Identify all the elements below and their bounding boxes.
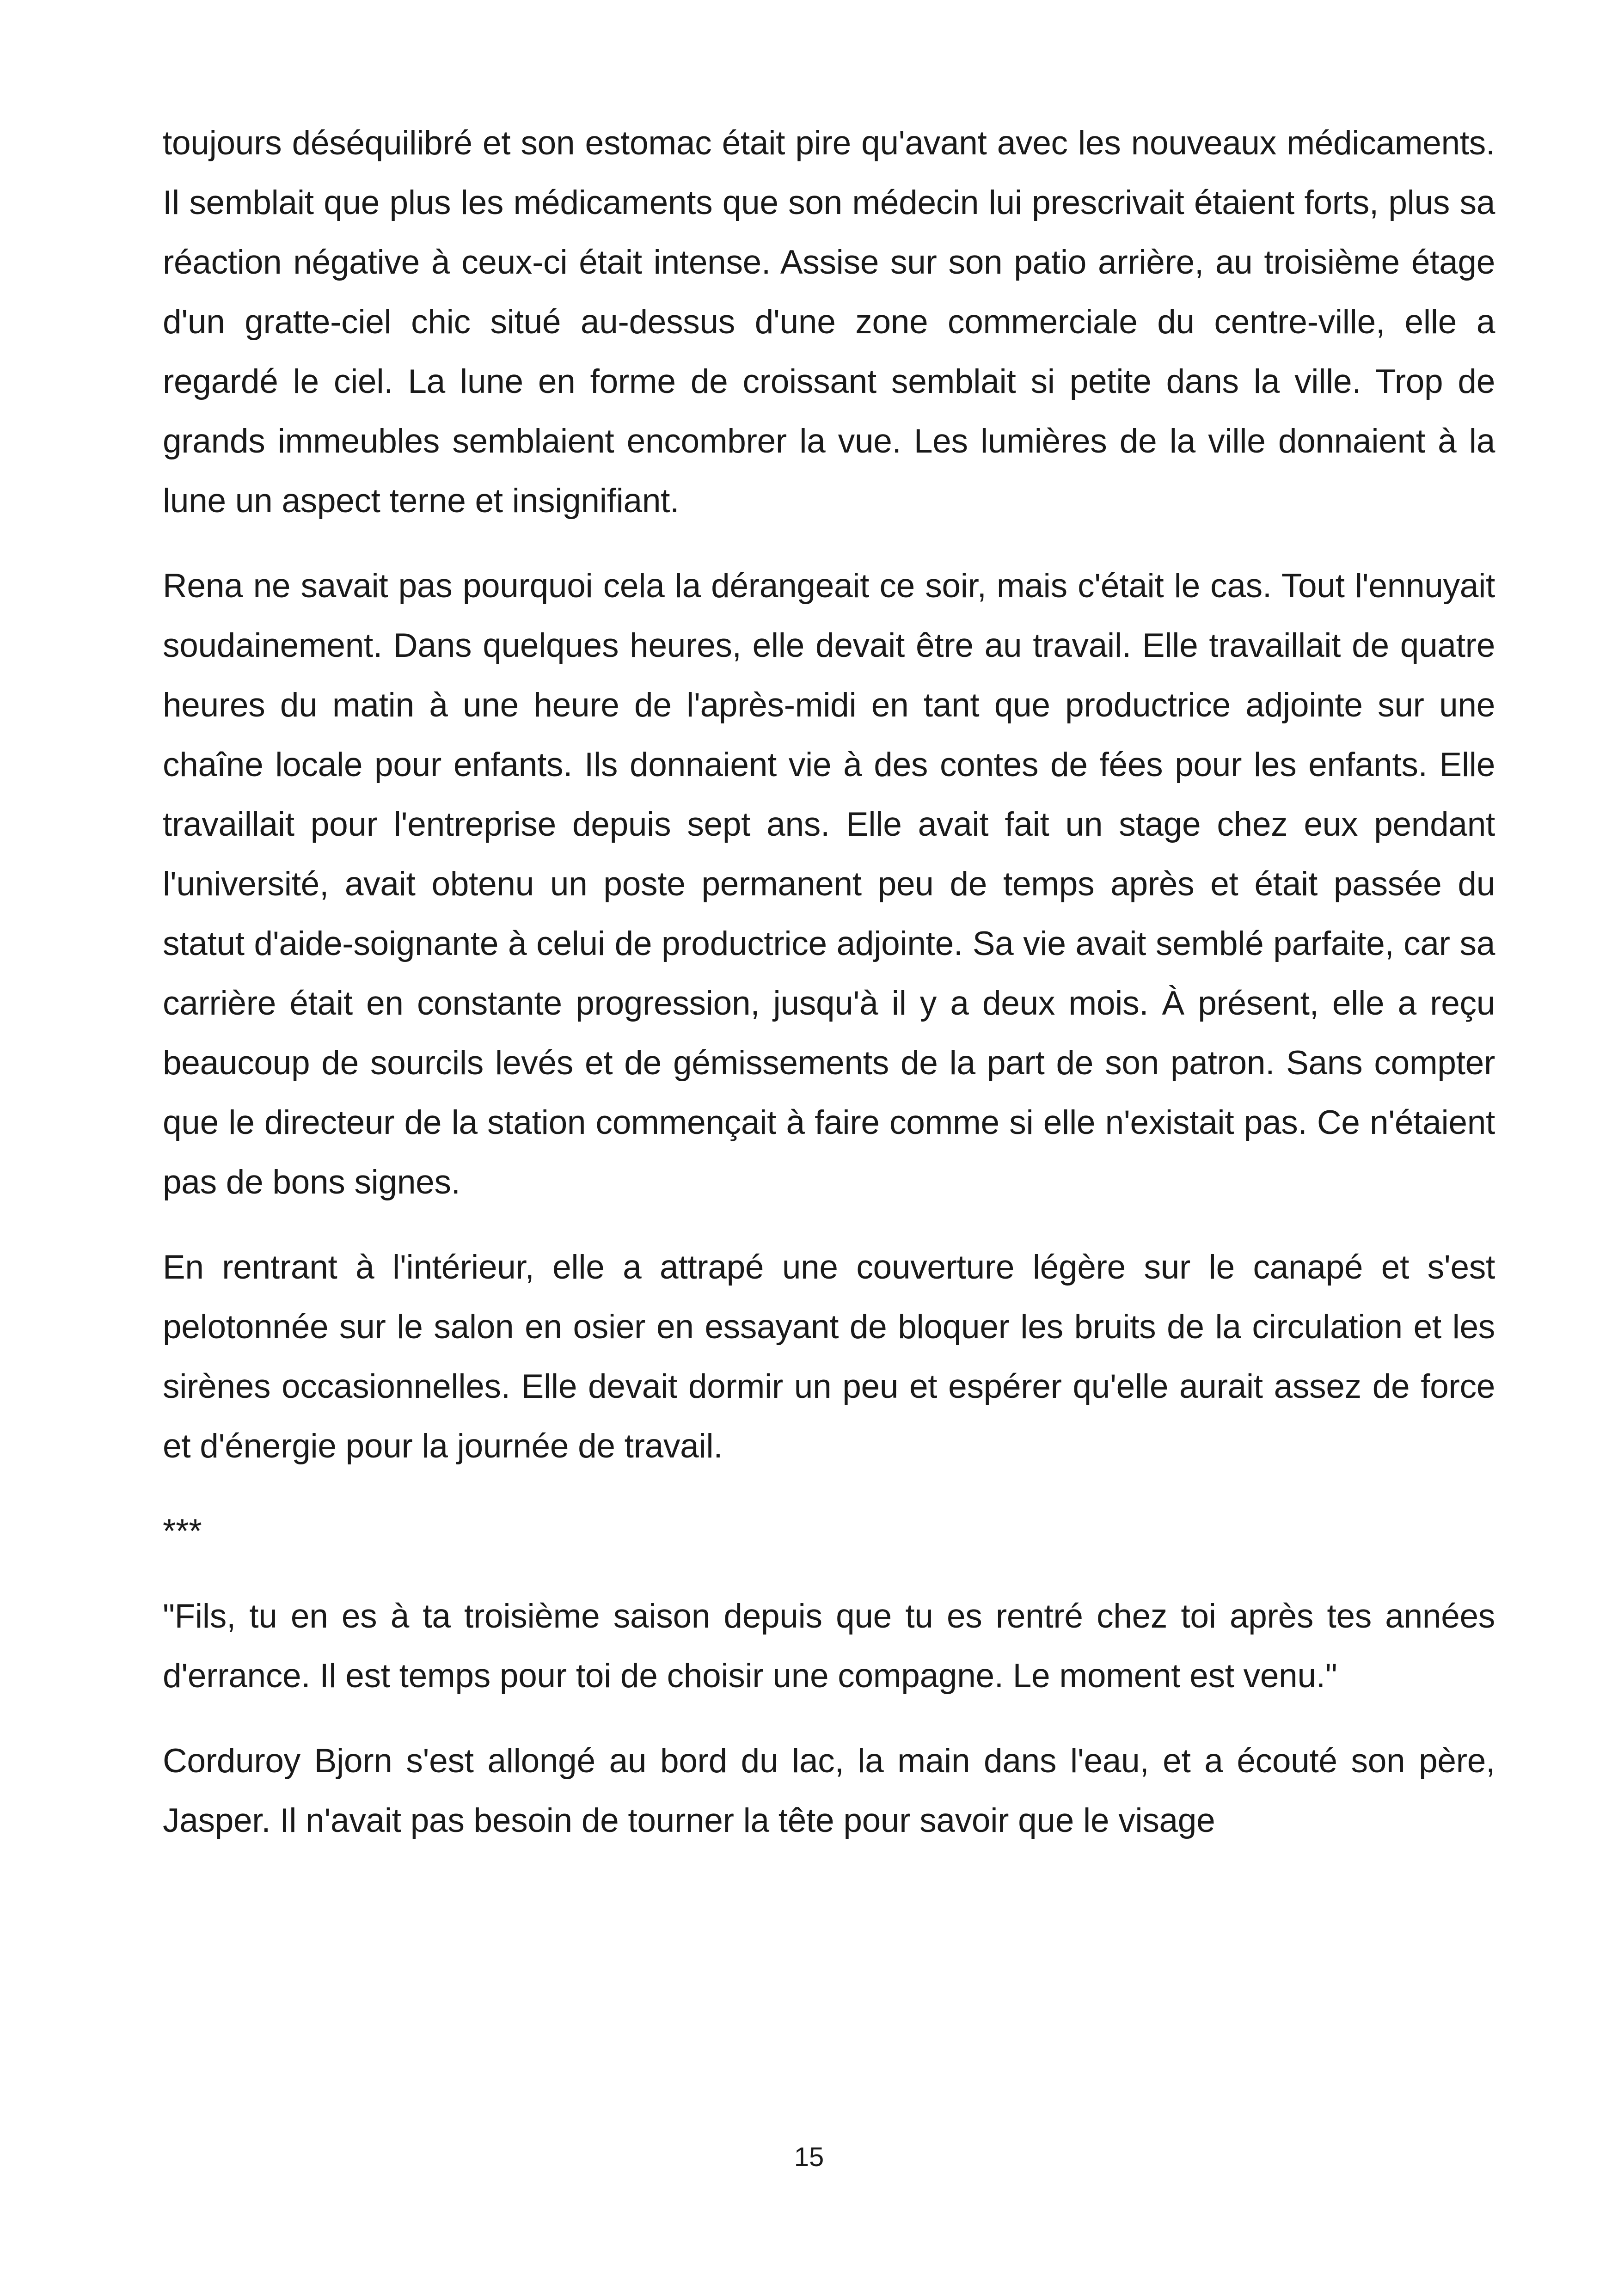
paragraph-4: "Fils, tu en es à ta troisième saison depuis que tu es rentré chez toi après tes années d'errance. Il est temps pour toi de choisir une compagne. Le moment est venu." — [163, 1598, 1495, 1695]
paragraph-5: Corduroy Bjorn s'est allongé au bord du lac, la main dans l'eau, et a écouté son père, Jasper. Il n'avait pas besoin de tourner la tête pour savoir que le visage — [163, 1742, 1495, 1839]
paragraph-2: Rena ne savait pas pourquoi cela la dérangeait ce soir, mais c'était le cas. Tout l'ennuyait soudainement. Dans quelques heures, elle devait être au travail. Elle travaillait de quatre heures du matin à une heure de l'après-midi en tant que productrice adjointe sur une chaîne locale pour enfants. Ils donnaient vie à des contes de fées pour les enfants. Elle travaillait pour l'entreprise depuis sept ans. Elle avait fait un stage chez eux pendant l'université, avait obtenu un poste permanent peu de temps après et était passée du statut d'aide-soignante à celui de productrice adjointe. Sa vie avait semblé parfaite, car sa carrière était en constante progression, jusqu'à il y a deux mois. À présent, elle a reçu beaucoup de sourcils levés et de gémissements de la part de son patron. Sans compter que le directeur de la station commençait à faire comme si elle n'existait pas. Ce n'étaient pas de bons signes. — [163, 567, 1495, 1201]
paragraph-3: En rentrant à l'intérieur, elle a attrapé une couverture légère sur le canapé et s'est pelotonnée sur le salon en osier en essayant de bloquer les bruits de la circulation et les sirènes occasionnelles. Elle devait dormir un peu et espérer qu'elle aurait assez de force et d'énergie pour la journée de travail. — [163, 1249, 1495, 1465]
page-number: 15 — [794, 2142, 824, 2172]
scene-break: *** — [163, 1512, 202, 1550]
body-text — [163, 113, 1495, 1876]
paragraph-1: toujours déséquilibré et son estomac était pire qu'avant avec les nouveaux médicaments. Il semblait que plus les médicaments que son médecin lui prescrivait étaient forts, plus sa réaction négative à ceux-ci était intense. Assise sur son patio arrière, au troisième étage d'un gratte-ciel chic situé au-dessus d'une zone commerciale du centre-ville, elle a regardé le ciel. La lune en forme de croissant semblait si petite dans la ville. Trop de grands immeubles semblaient encombrer la vue. Les lumières de la ville donnaient à la lune un aspect terne et insignifiant. — [163, 124, 1495, 520]
